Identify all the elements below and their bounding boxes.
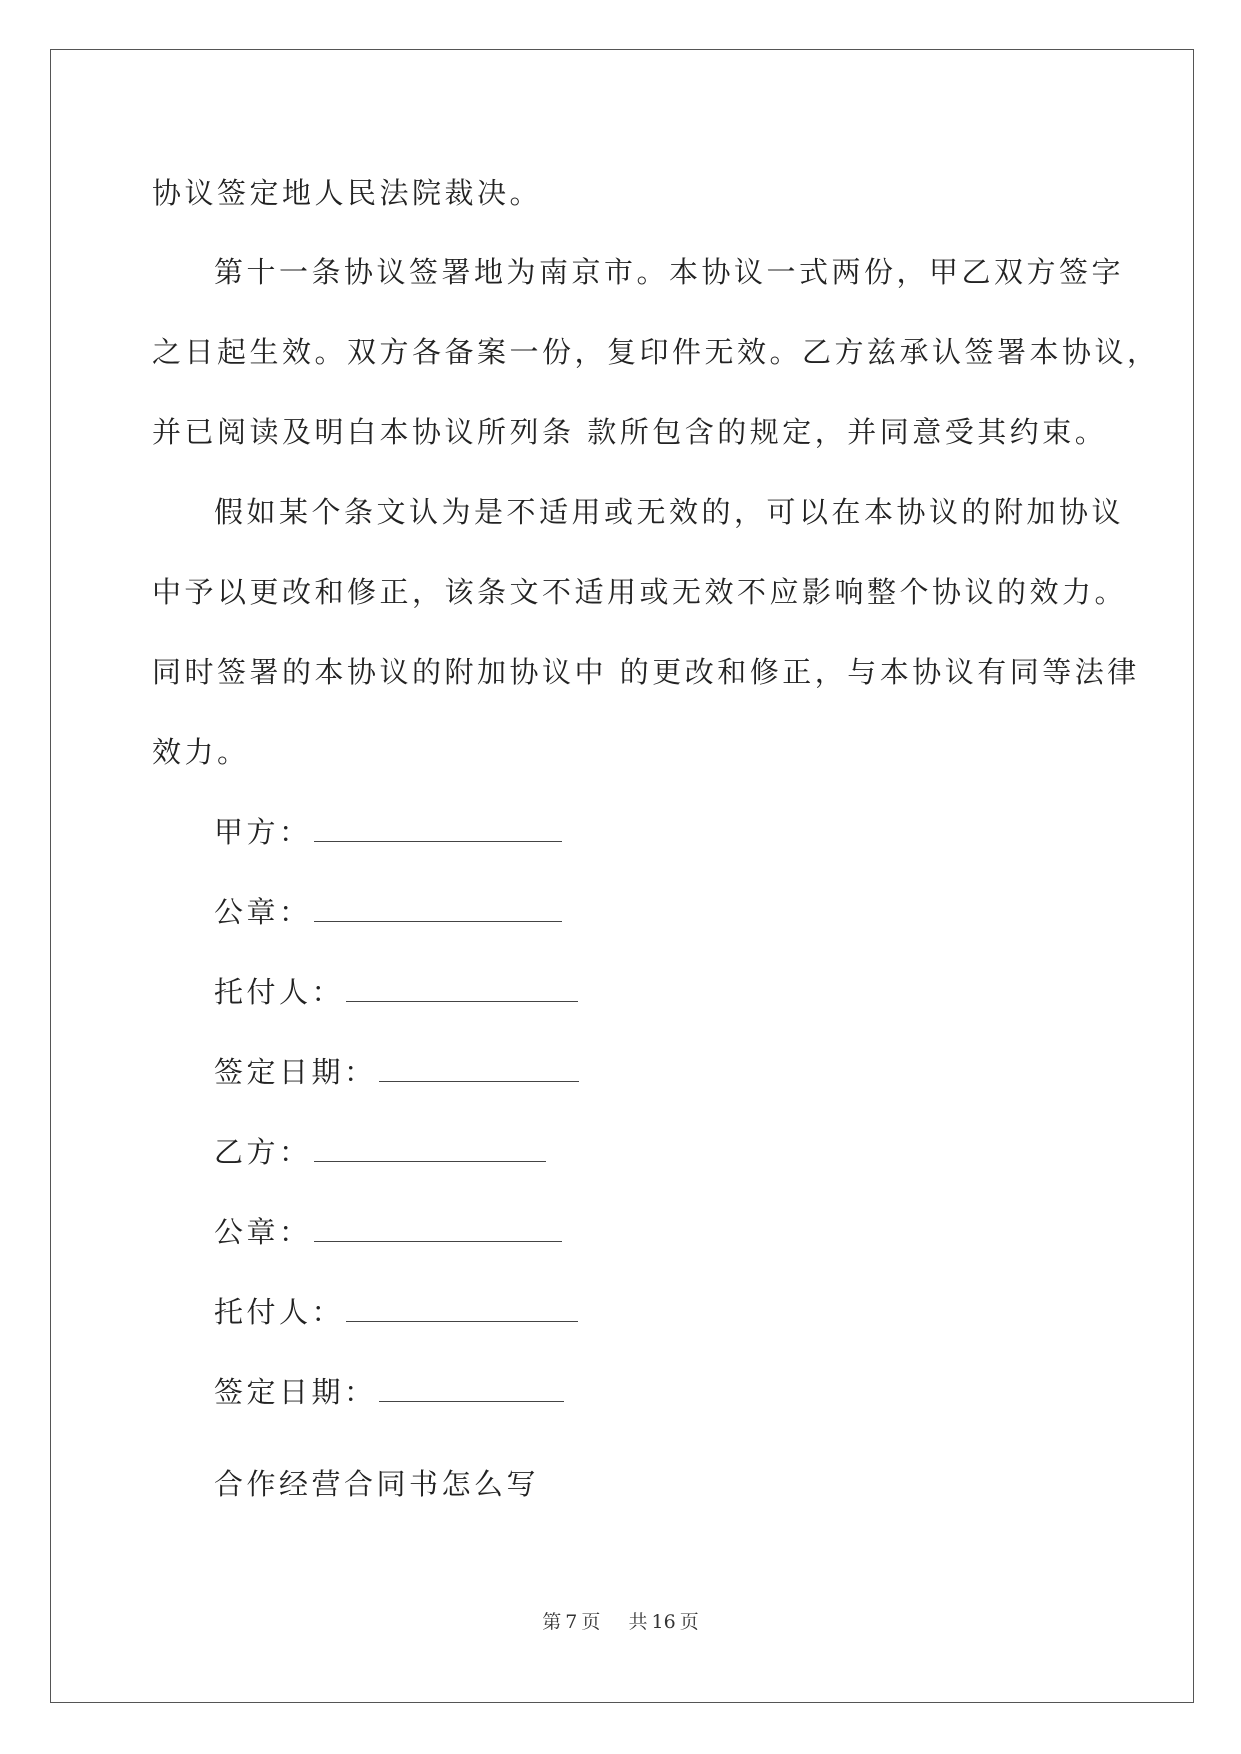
- signature-blank[interactable]: [379, 1059, 579, 1082]
- total-pages: 16: [651, 1611, 676, 1633]
- field-label: 托付人：: [214, 975, 345, 1009]
- total-suffix: 页: [679, 1611, 699, 1633]
- text-line-1: 协议签定地人民法院裁决。: [152, 176, 543, 210]
- page-border: [50, 49, 1194, 1703]
- total-prefix: 共: [628, 1611, 648, 1633]
- field-label: 公章：: [214, 895, 312, 929]
- signature-blank[interactable]: [379, 1379, 564, 1402]
- signature-field-agent-b: [214, 1294, 578, 1330]
- signature-blank[interactable]: [314, 899, 562, 922]
- text-line-8: 效力。: [152, 735, 250, 769]
- signature-field-seal-b: [214, 1214, 562, 1250]
- signature-blank[interactable]: [346, 1299, 578, 1322]
- signature-field-party-b: [214, 1134, 546, 1170]
- field-label: 公章：: [214, 1215, 312, 1249]
- signature-field-date-b: [214, 1374, 564, 1410]
- page-prefix: 第: [542, 1611, 562, 1633]
- section-heading: 合作经营合同书怎么写: [214, 1467, 540, 1501]
- field-label: 签定日期：: [214, 1055, 377, 1089]
- page-number: 7: [565, 1611, 578, 1633]
- signature-blank[interactable]: [314, 1219, 562, 1242]
- signature-field-agent-a: [214, 974, 578, 1010]
- signature-field-party-a: [214, 814, 562, 850]
- text-line-7: 同时签署的本协议的附加协议中 的更改和修正，与本协议有同等法律: [152, 655, 1140, 689]
- field-label: 托付人：: [214, 1295, 345, 1329]
- text-line-5: 假如某个条文认为是不适用或无效的，可以在本协议的附加协议: [214, 495, 1125, 529]
- page-suffix: 页: [581, 1611, 601, 1633]
- signature-field-date-a: [214, 1054, 579, 1090]
- text-line-4: 并已阅读及明白本协议所列条 款所包含的规定，并同意受其约束。: [152, 415, 1108, 449]
- field-label: 乙方：: [214, 1135, 312, 1169]
- text-line-2: 第十一条协议签署地为南京市。本协议一式两份，甲乙双方签字: [214, 255, 1125, 289]
- page-footer: [0, 1607, 1241, 1634]
- text-line-3: 之日起生效。双方各备案一份，复印件无效。乙方兹承认签署本协议，: [152, 335, 1160, 369]
- signature-blank[interactable]: [314, 1139, 546, 1162]
- signature-blank[interactable]: [346, 979, 578, 1002]
- field-label: 签定日期：: [214, 1375, 377, 1409]
- field-label: 甲方：: [214, 815, 312, 849]
- text-line-6: 中予以更改和修正，该条文不适用或无效不应影响整个协议的效力。: [152, 575, 1128, 609]
- signature-blank[interactable]: [314, 819, 562, 842]
- signature-field-seal-a: [214, 894, 562, 930]
